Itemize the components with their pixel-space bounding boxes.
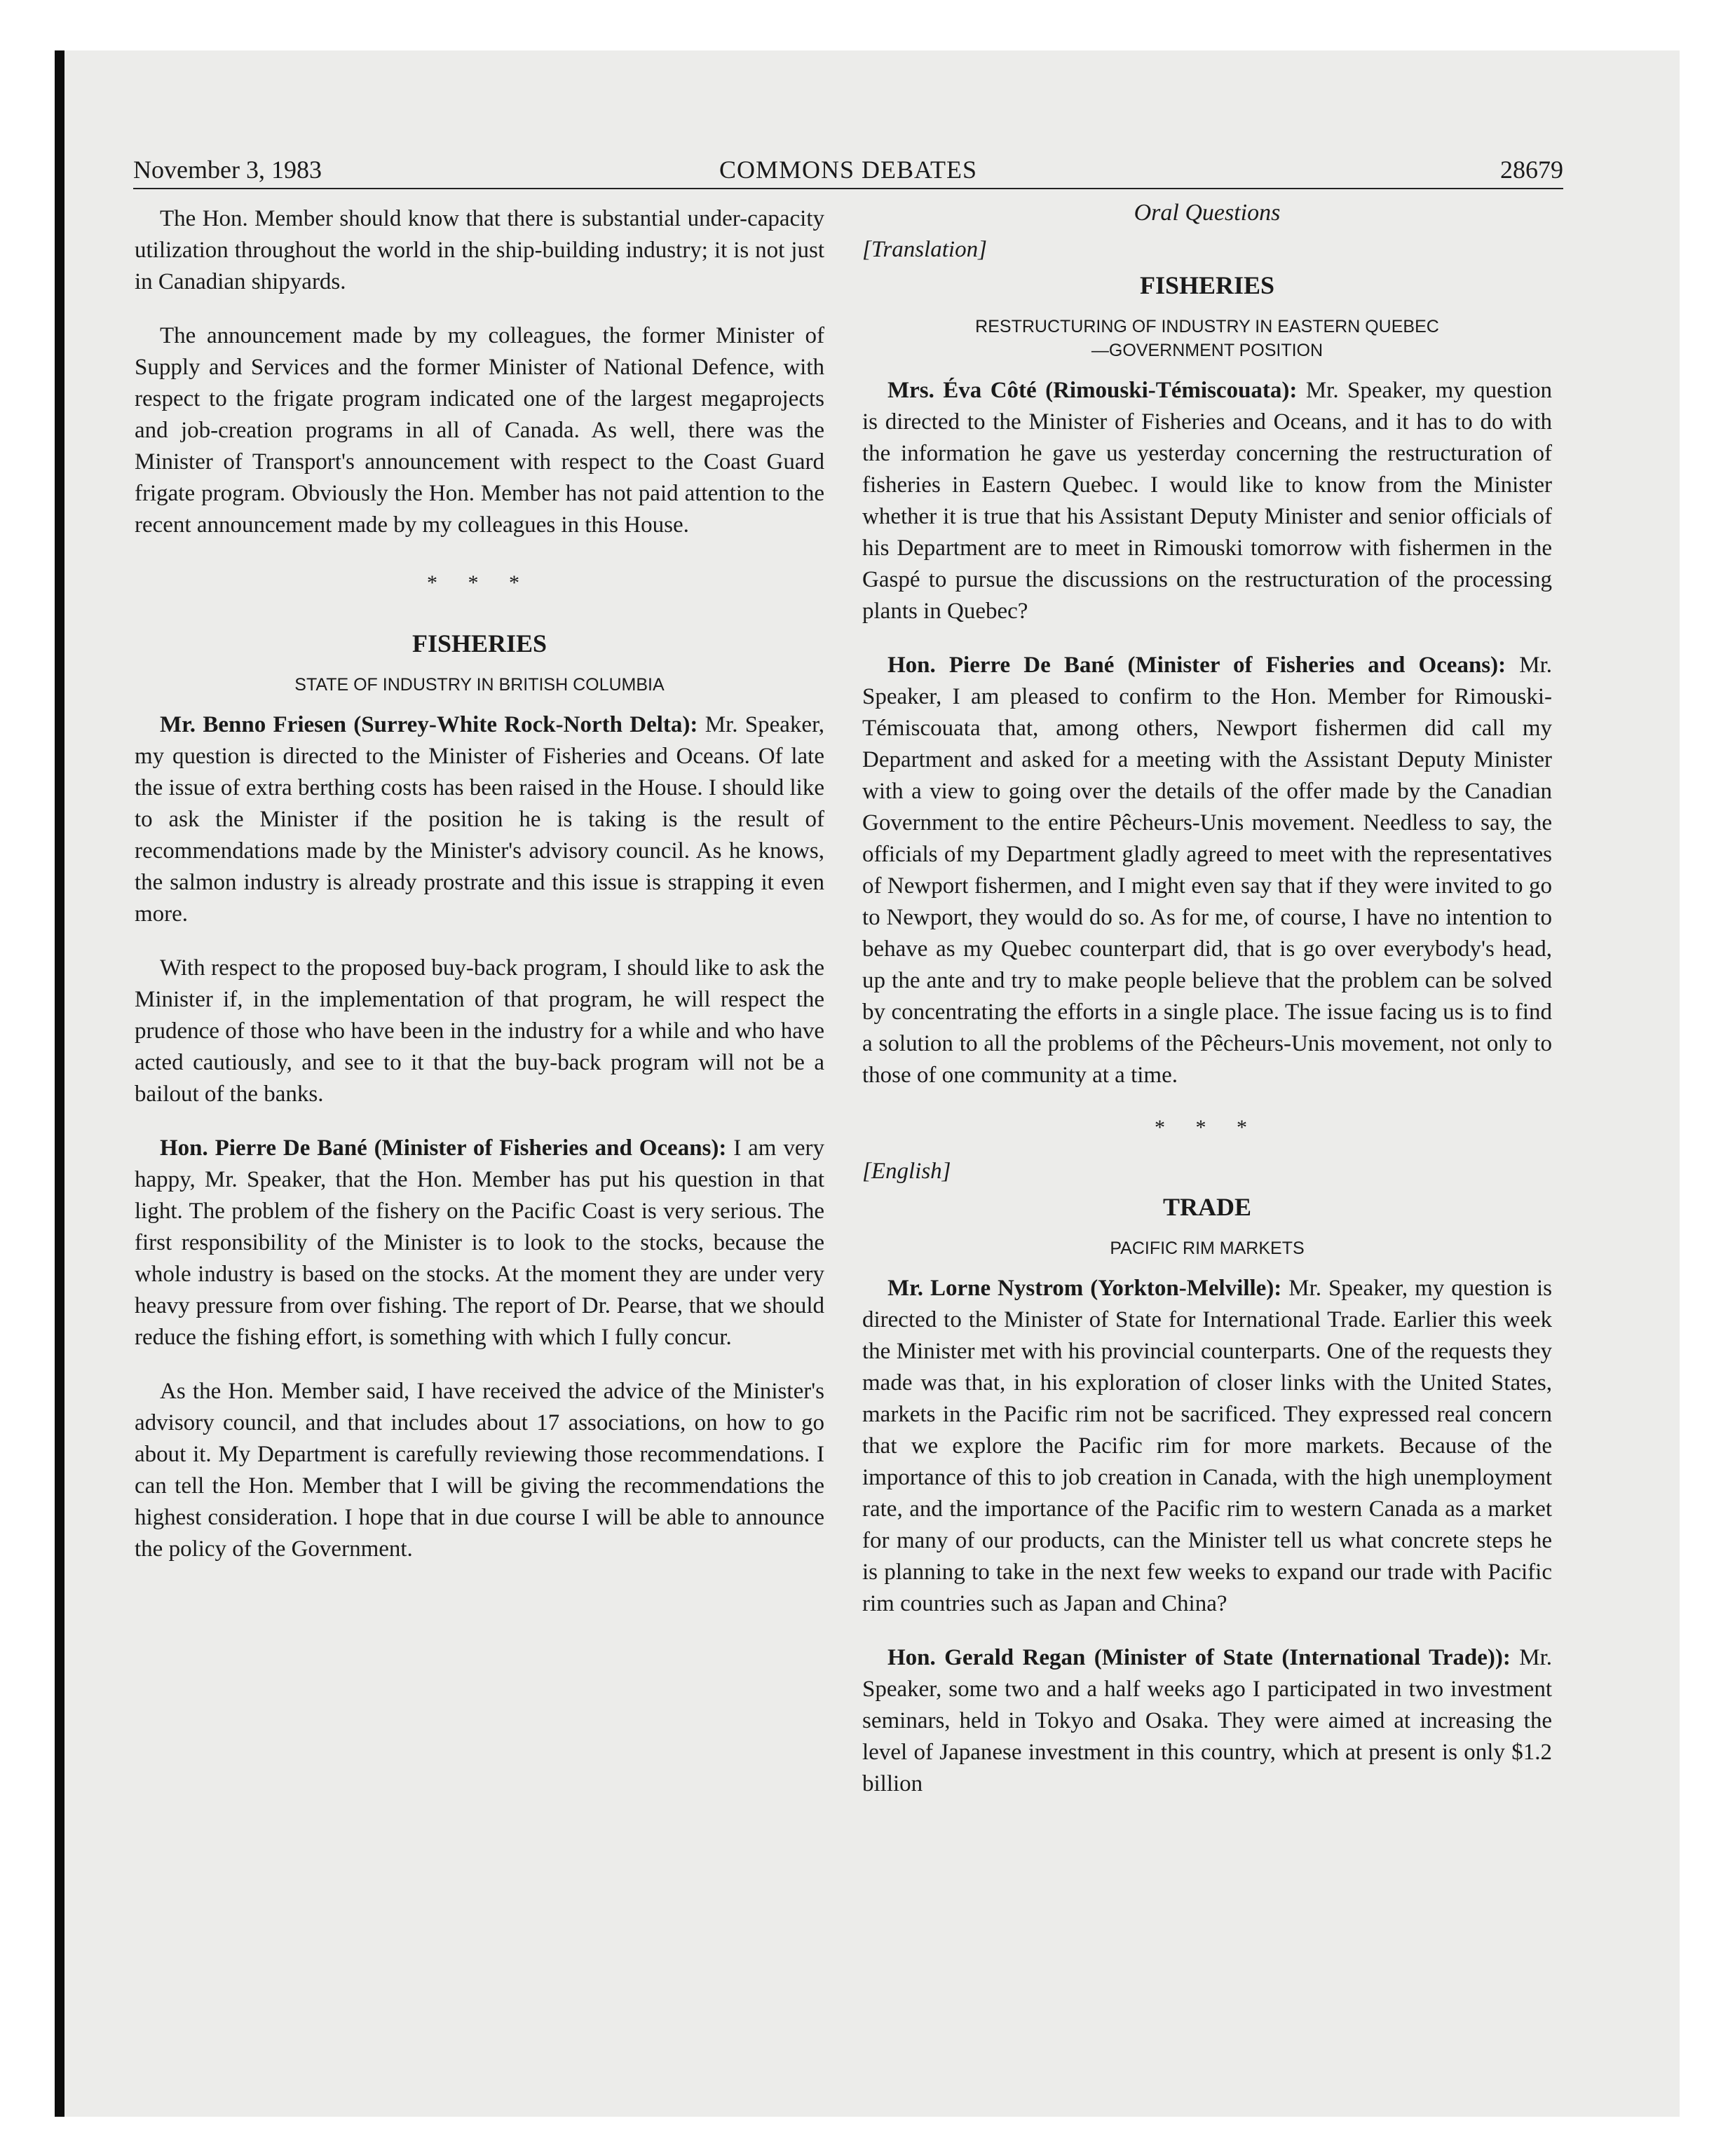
section-subheading: RESTRUCTURING OF INDUSTRY IN EASTERN QUEBEC—GOVERNMENT POSITION xyxy=(975,317,1439,360)
speech-paragraph xyxy=(862,1642,1552,1800)
section-separator: * * * xyxy=(427,571,532,594)
section-heading: TRADE xyxy=(1162,1193,1252,1221)
section-subheading: PACIFIC RIM MARKETS xyxy=(1110,1239,1305,1258)
speech-paragraph xyxy=(862,1273,1552,1620)
speech-text: Mr. Speaker, my question is directed to the Minister of Fisheries and Oceans. Of late the issue of extra berthing costs has been raised in the House. I should like to ask the Minister if the position he is taking is the result of recommendations made by the Minister's advisory council. As he knows, the salmon industry is already prostrate and this issue is strapping it even more. xyxy=(135,712,824,927)
section-heading: FISHERIES xyxy=(1139,271,1275,299)
speech-text: I am very happy, Mr. Speaker, that the Hon. Member has put his question in that light. The problem of the fishery on the Pacific Coast is very serious. The first responsibility of the Minister is to look to the stocks, because the whole industry is based on the stocks. At the moment they are under very heavy pressure from over fishing. The report of Dr. Pearse, that we should reduce the fishing effort, is something with which I fully concur. xyxy=(135,1135,824,1350)
speaker-name: Mr. Lorne Nystrom (Yorkton-Melville): xyxy=(887,1276,1282,1301)
speech-text: Mr. Speaker, my question is directed to the Minister of Fisheries and Oceans, and it has to do with the information he gave us yesterday concerning the restructuration of fisheries in Eastern Quebec. I would like to know from the Minister whether it is true that his Assistant Deputy Minister and senior officials of his Department are to meet in Rimouski tomorrow with fishermen in the Gaspé to pursue the discussions on the restructuration of the processing plants in Quebec? xyxy=(862,378,1552,624)
header-date: November 3, 1983 xyxy=(133,156,322,184)
speech-paragraph xyxy=(862,650,1552,1091)
left-column xyxy=(135,203,824,1565)
paragraph: With respect to the proposed buy-back program, I should like to ask the Minister if, in the implementation of that program, he will respect the prudence of those who have been in the industry for a while and who have acted cautiously, and see to it that the buy-back program will not be a bailout of the banks. xyxy=(135,955,824,1107)
speaker-name: Mr. Benno Friesen (Surrey-White Rock-North Delta): xyxy=(160,712,698,737)
page-header xyxy=(133,156,1563,189)
speaker-name: Hon. Pierre De Bané (Minister of Fisheries and Oceans): xyxy=(160,1135,727,1161)
paragraph: As the Hon. Member said, I have received the advice of the Minister's advisory council, and that includes about 17 associations, on how to go about it. My Department is carefully reviewing those recommendations. I can tell the Hon. Member that I will be giving the recommendations the highest consideration. I hope that in due course I will be able to announce the policy of the Government. xyxy=(135,1379,824,1562)
section-subheading: STATE OF INDUSTRY IN BRITISH COLUMBIA xyxy=(294,675,665,695)
paragraph: The announcement made by my colleagues, the former Minister of Supply and Services and the former Minister of National Defence, with respect to the frigate program indicated one of the largest megaprojects and job-creation programs in all of Canada. As well, there was the Minister of Transport's announcement with respect to the Coast Guard frigate program. Obviously the Hon. Member has not paid attention to the recent announcement made by my colleagues in this House. xyxy=(135,323,824,538)
header-page-number: 28679 xyxy=(1500,156,1563,184)
speech-text: Mr. Speaker, my question is directed to the Minister of State for International Trade. Earlier this week the Minister met with his provincial counterparts. One of the requests they made was that, in his exploration of closer links with the United States, markets in the Pacific rim not be sacrificed. They expressed real concern that we explore the Pacific rim for more markets. Because of the importance of this to job creation in Canada, with the high unemployment rate, and the importance of the Pacific rim to western Canada as a market for many of our products, can the Minister tell us what concrete steps he is planning to take in the next few weeks to expand our trade with Pacific rim countries such as Japan and China? xyxy=(862,1276,1553,1616)
speech-text: Mr. Speaker, some two and a half weeks ago I participated in two investment seminars, held in Tokyo and Osaka. They were aimed at increasing the level of Japanese investment in this country, which at present is only $1.2 billion xyxy=(862,1645,1552,1796)
paragraph: The Hon. Member should know that there is substantial under-capacity utilization throughout the world in the ship-building industry; it is not just in Canadian shipyards. xyxy=(135,206,824,294)
speaker-name: Hon. Pierre De Bané (Minister of Fisheries and Oceans): xyxy=(887,653,1506,678)
speech-text: Mr. Speaker, I am pleased to confirm to the Hon. Member for Rimouski-Témiscouata that, among others, Newport fishermen did call my Department and asked for a meeting with the Assistant Deputy Minister with a view to going over the details of the offer made by the Canadian Government to the entire Pêcheurs-Unis movement. Needless to say, the officials of my Department gladly agreed to meet with the representatives of Newport fishermen, and I might even say that if they were invited to go to Newport, they would do so. As for me, of course, I have no intention to behave as my Quebec counterpart did, that is go over everybody's head, up the ante and try to make people believe that the problem can be solved by concentrating the efforts in a single place. The issue facing us is to find a solution to all the problems of the Pêcheurs-Unis movement, not only to those of one community at a time. xyxy=(862,653,1552,1088)
speaker-name: Hon. Gerald Regan (Minister of State (International Trade)): xyxy=(887,1645,1511,1670)
speaker-name: Mrs. Éva Côté (Rimouski-Témiscouata): xyxy=(887,378,1298,403)
section-heading: FISHERIES xyxy=(411,629,547,657)
section-separator: * * * xyxy=(1155,1116,1260,1139)
speech-paragraph xyxy=(135,1133,824,1353)
speech-paragraph xyxy=(135,709,824,930)
speech-paragraph xyxy=(862,375,1552,627)
binding-edge xyxy=(55,50,64,2117)
language-marker: [Translation] xyxy=(862,237,987,262)
language-marker: [English] xyxy=(862,1159,951,1184)
right-column xyxy=(862,198,1552,1800)
running-head: Oral Questions xyxy=(1134,200,1281,226)
header-title: COMMONS DEBATES xyxy=(719,156,978,184)
